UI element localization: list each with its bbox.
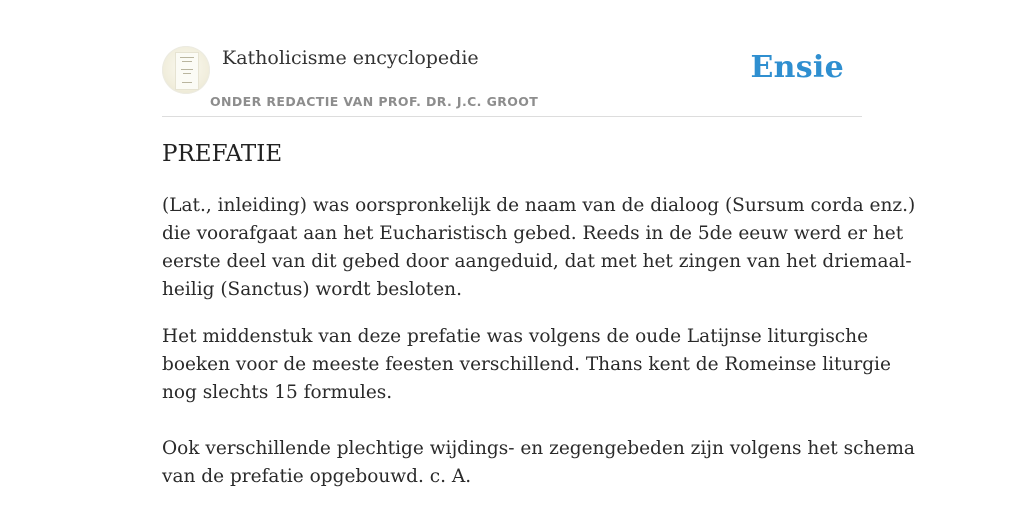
paragraph-line: eerste deel van dit gebed door aangeduid, dat met het zingen van het driemaal- — [162, 251, 912, 272]
paragraph-line: heilig (Sanctus) wordt besloten. — [162, 279, 462, 300]
article-paragraph — [162, 323, 891, 407]
paragraph-line: van de prefatie opgebouwd. c. A. — [162, 466, 472, 487]
book-text-line — [181, 69, 193, 70]
editor-subtitle: ONDER REDACTIE VAN PROF. DR. J.C. GROOT — [210, 94, 539, 109]
paragraph-line: Het middenstuk van deze prefatie was volgens de oude Latijnse liturgische — [162, 326, 869, 347]
paragraph-line: boeken voor de meeste feesten verschillend. Thans kent de Romeinse liturgie — [162, 354, 891, 375]
book-title-line — [180, 57, 194, 58]
book-page-graphic — [175, 52, 199, 90]
article-paragraph — [162, 192, 916, 304]
page-container — [162, 0, 916, 487]
book-text-line — [182, 82, 192, 83]
paragraph-line: nog slechts 15 formules. — [162, 382, 393, 403]
paragraph-line: die voorafgaat aan het Eucharistisch gebed. Reeds in de 5de eeuw werd er het — [162, 223, 904, 244]
article-paragraph — [162, 435, 915, 491]
book-cover-icon[interactable] — [162, 46, 210, 94]
paragraph-line: Ook verschillende plechtige wijdings- en zegengebeden zijn volgens het schema — [162, 438, 915, 459]
brand-logo[interactable]: Ensie — [750, 50, 844, 85]
book-title-line — [182, 61, 192, 62]
book-text-line — [183, 73, 191, 74]
article-title: PREFATIE — [162, 141, 283, 167]
site-title[interactable]: Katholicisme encyclopedie — [222, 47, 479, 69]
paragraph-line: (Lat., inleiding) was oorspronkelijk de naam van de dialoog (Sursum corda enz.) — [162, 195, 916, 216]
site-header — [162, 0, 862, 117]
